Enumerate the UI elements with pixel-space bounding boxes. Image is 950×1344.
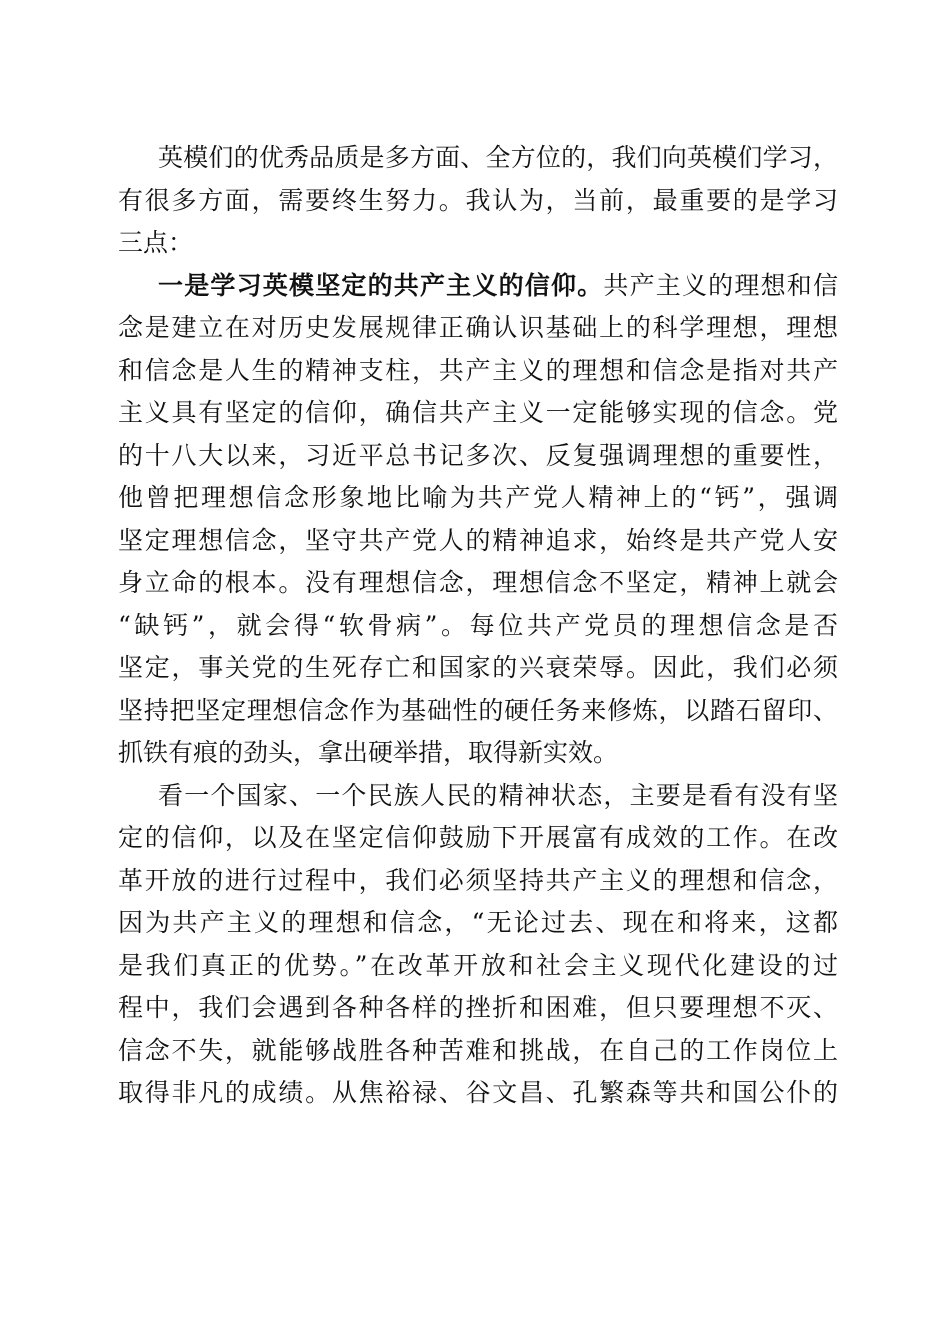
text-line: 有很多方面，需要终生努力。我认为，当前，最重要的是学习 bbox=[118, 185, 838, 215]
text-line: “缺钙”，就会得“软骨病”。每位共产党员的理想信念是否 bbox=[118, 610, 838, 640]
document-body bbox=[118, 137, 838, 1115]
text-line: 主义具有坚定的信仰，确信共产主义一定能够实现的信念。党 bbox=[118, 398, 838, 427]
text-line: 看一个国家、一个民族人民的精神状态，主要是看有没有坚 bbox=[158, 780, 838, 810]
text-line: 因为共产主义的理想和信念，“无论过去、现在和将来，这都 bbox=[118, 908, 838, 937]
text-line: 坚持把坚定理想信念作为基础性的硬任务来修炼，以踏石留印、 bbox=[118, 695, 838, 725]
text-line: 他曾把理想信念形象地比喻为共产党人精神上的“钙”，强调 bbox=[118, 483, 838, 512]
text-line: 英模们的优秀品质是多方面、全方位的，我们向英模们学习， bbox=[158, 143, 838, 172]
text-line: 程中，我们会遇到各种各样的挫折和困难，但只要理想不灭、 bbox=[118, 993, 838, 1022]
text-line: 信念不失，就能够战胜各种苦难和挑战，在自己的工作岗位上 bbox=[118, 1035, 838, 1065]
paragraph-national-spirit bbox=[118, 775, 838, 1115]
text-line: 定的信仰，以及在坚定信仰鼓励下开展富有成效的工作。在改 bbox=[118, 823, 838, 852]
paragraph-intro bbox=[118, 137, 838, 265]
text-line: 的十八大以来，习近平总书记多次、反复强调理想的重要性， bbox=[118, 440, 838, 470]
text-line: 念是建立在对历史发展规律正确认识基础上的科学理想，理想 bbox=[118, 313, 838, 342]
text-line bbox=[118, 265, 838, 308]
text-line: 取得非凡的成绩。从焦裕禄、谷文昌、孔繁森等共和国公仆的 bbox=[118, 1078, 838, 1107]
text-line: 坚定理想信念，坚守共产党人的精神追求，始终是共产党人安 bbox=[118, 525, 838, 555]
text-line: 坚定，事关党的生死存亡和国家的兴衰荣辱。因此，我们必须 bbox=[118, 653, 838, 682]
paragraph-belief bbox=[118, 265, 838, 775]
text-line: 身立命的根本。没有理想信念，理想信念不坚定，精神上就会 bbox=[118, 568, 838, 597]
text-line: 革开放的进行过程中，我们必须坚持共产主义的理想和信念， bbox=[118, 865, 838, 895]
paragraph-lead-heading: 一是学习英模坚定的共产主义的信仰。 bbox=[158, 270, 604, 300]
text-line: 三点： bbox=[118, 228, 194, 257]
text-line: 是我们真正的优势。”在改革开放和社会主义现代化建设的过 bbox=[118, 950, 838, 980]
text-line-rest: 共产主义的理想和信 bbox=[603, 270, 838, 300]
text-line: 和信念是人生的精神支柱，共产主义的理想和信念是指对共产 bbox=[118, 355, 838, 385]
text-line: 抓铁有痕的劲头，拿出硬举措，取得新实效。 bbox=[118, 738, 619, 767]
